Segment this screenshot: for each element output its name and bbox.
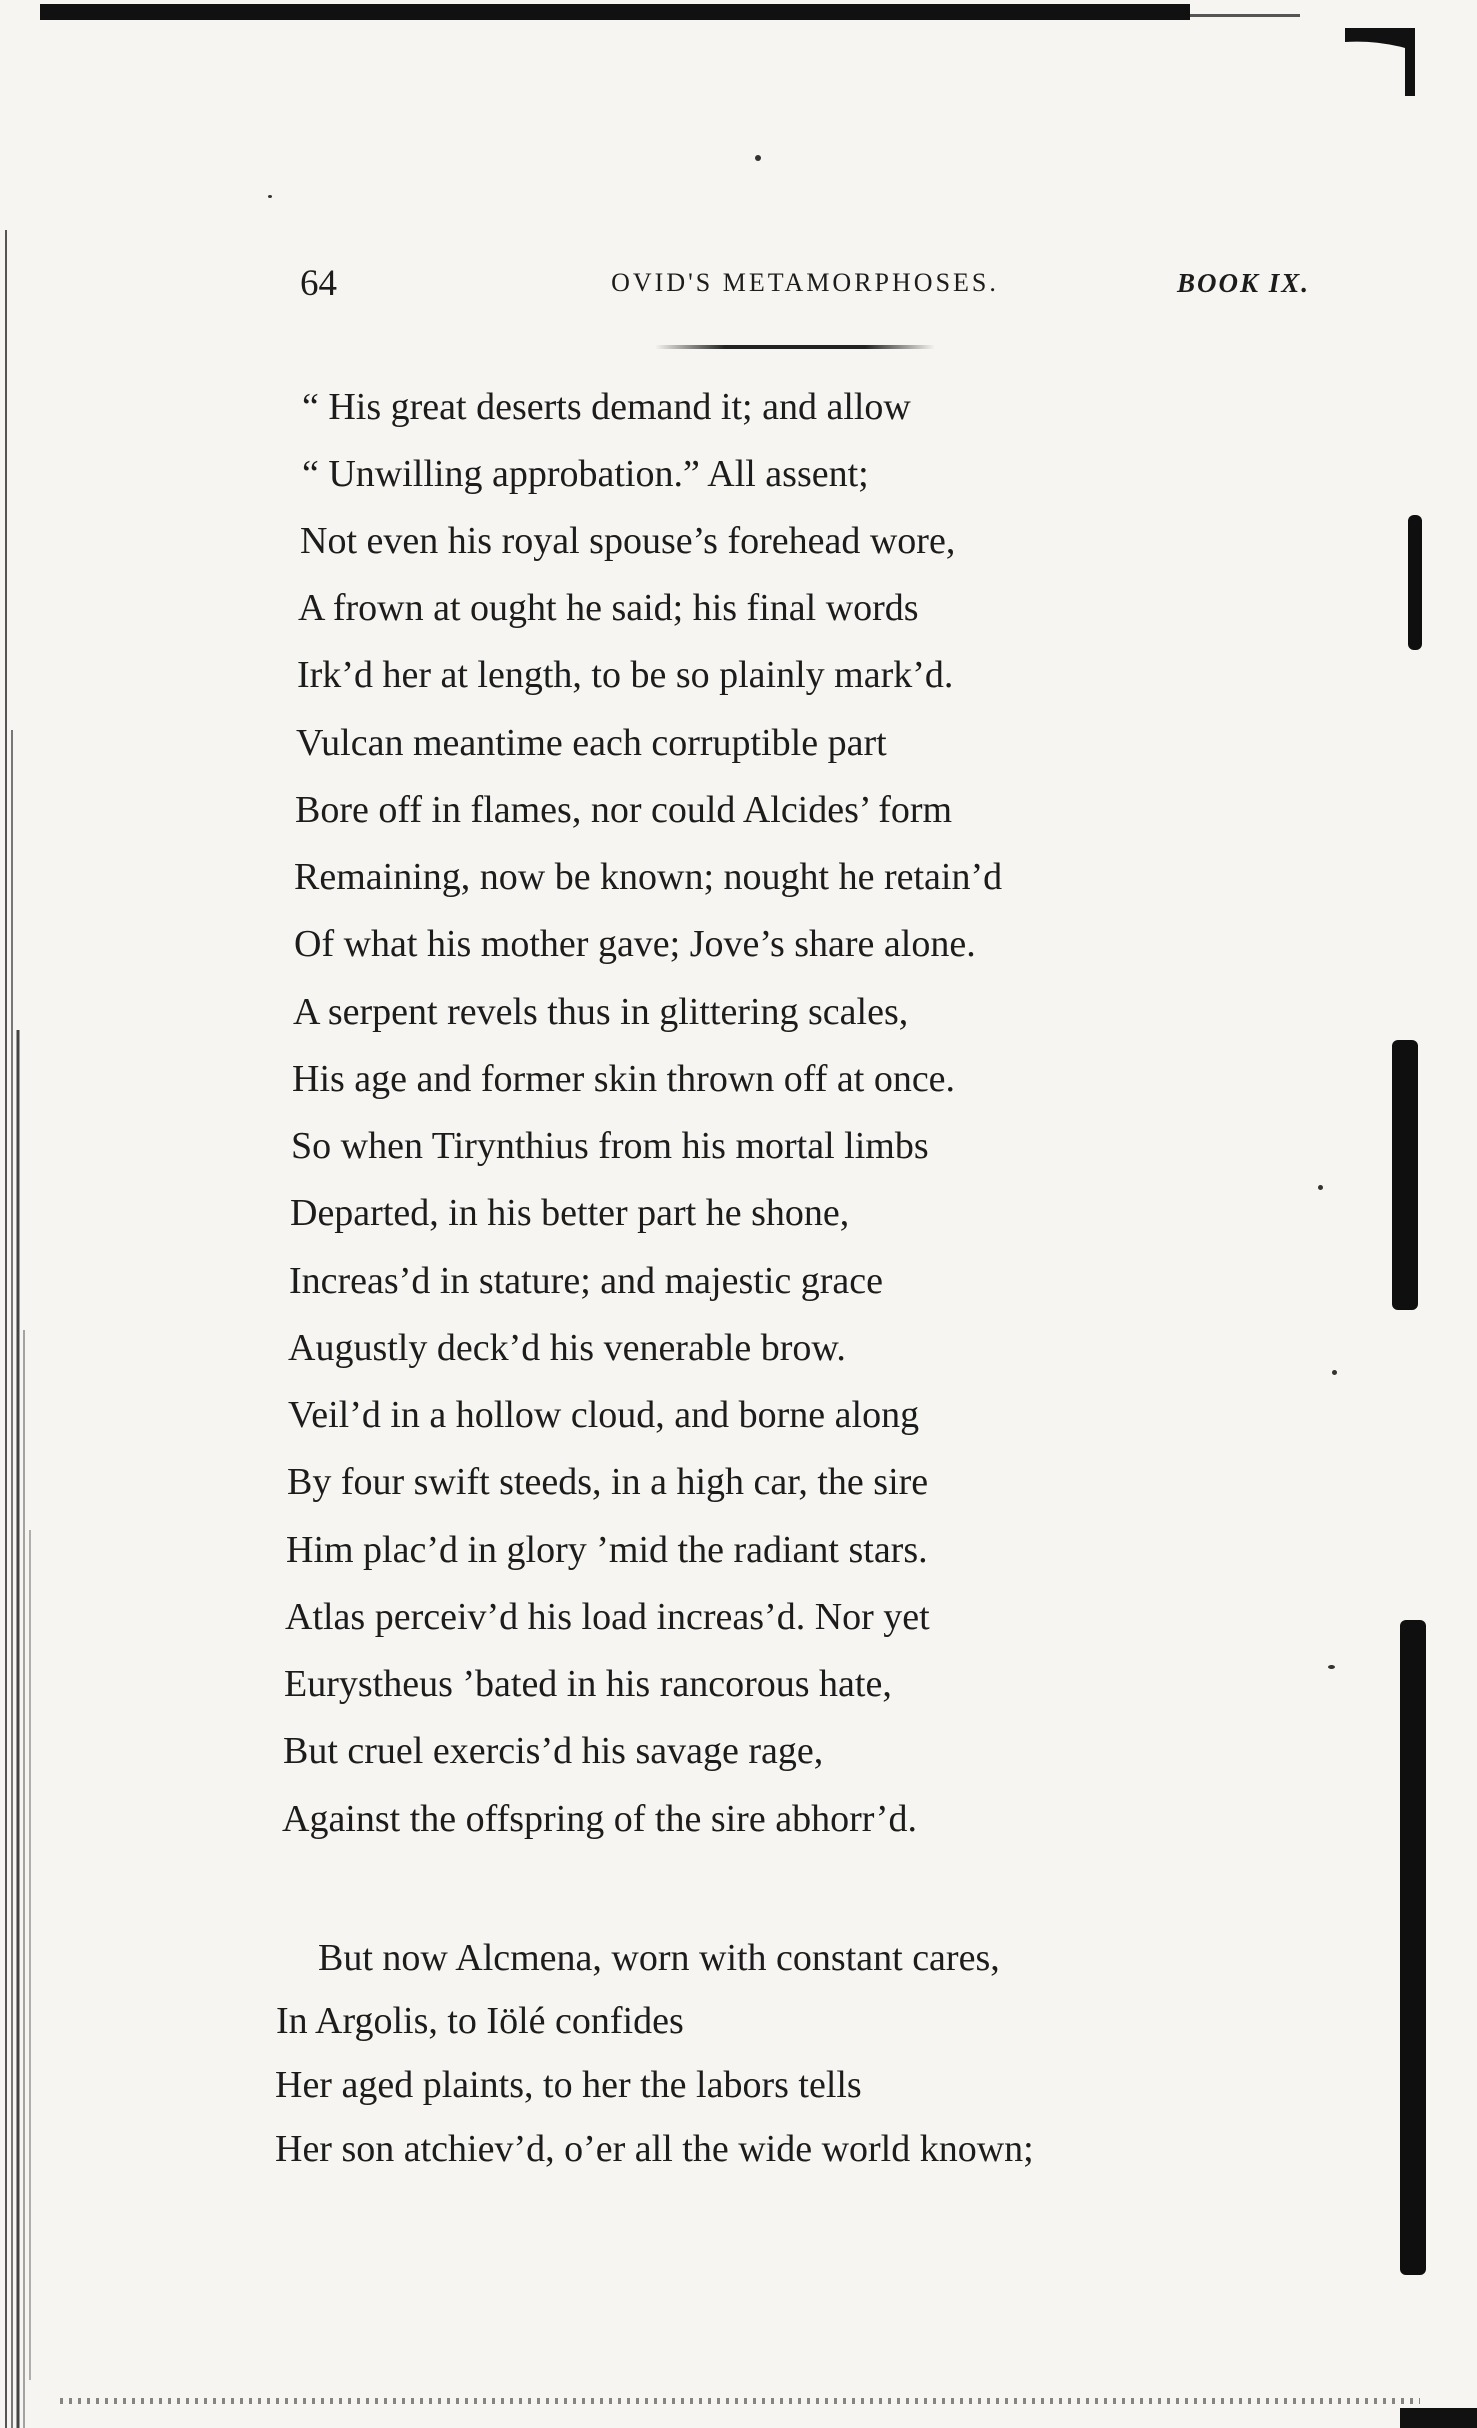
verse-line: Her aged plaints, to her the labors tells bbox=[275, 2064, 862, 2106]
verse-line: Him plac’d in glory ’mid the radiant stars. bbox=[286, 1529, 928, 1571]
scan-top-edge bbox=[40, 4, 1190, 20]
verse-line: A serpent revels thus in glittering scales, bbox=[293, 991, 909, 1033]
verse-line: Remaining, now be known; nought he retain’d bbox=[294, 856, 1003, 898]
verse-line: Atlas perceiv’d his load increas’d. Nor yet bbox=[285, 1596, 930, 1638]
verse-line: “ His great deserts demand it; and allow bbox=[302, 386, 911, 428]
verse-line: Her son atchiev’d, o’er all the wide world known; bbox=[275, 2128, 1034, 2170]
speck bbox=[1318, 1185, 1323, 1190]
scan-top-edge-tail bbox=[1190, 14, 1300, 17]
verse-line: A frown at ought he said; his final words bbox=[298, 587, 919, 629]
book-label: BOOK IX. bbox=[1176, 268, 1310, 298]
verse-line: Irk’d her at length, to be so plainly mark’d. bbox=[297, 654, 954, 696]
verse-line: By four swift steeds, in a high car, the sire bbox=[287, 1461, 929, 1503]
verse-line: His age and former skin thrown off at once. bbox=[292, 1058, 956, 1100]
page-number: 64 bbox=[300, 263, 337, 304]
verse-line: So when Tirynthius from his mortal limbs bbox=[291, 1125, 929, 1167]
speck bbox=[268, 195, 272, 198]
speck bbox=[1328, 1665, 1335, 1669]
running-title: OVID'S METAMORPHOSES. bbox=[611, 268, 999, 297]
verse-line: “ Unwilling approbation.” All assent; bbox=[302, 453, 869, 495]
scan-bottom-edge bbox=[60, 2398, 1420, 2404]
header-rule bbox=[655, 345, 935, 349]
verse-line: Eurystheus ’bated in his rancorous hate, bbox=[284, 1663, 892, 1705]
scan-bottom-corner bbox=[1400, 2408, 1477, 2428]
verse-line: Augustly deck’d his venerable brow. bbox=[288, 1327, 846, 1369]
verse-line: Increas’d in stature; and majestic grace bbox=[289, 1260, 883, 1302]
verse-line: In Argolis, to Iölé confides bbox=[276, 2000, 684, 2042]
verse-line: Against the offspring of the sire abhorr’d. bbox=[282, 1798, 917, 1840]
speck bbox=[1332, 1370, 1337, 1375]
speck bbox=[755, 155, 761, 161]
verse-line: But cruel exercis’d his savage rage, bbox=[283, 1730, 824, 1772]
margin-blot bbox=[1408, 515, 1422, 650]
verse-line: Not even his royal spouse’s forehead wore, bbox=[300, 520, 956, 562]
scan-left-edge bbox=[0, 230, 40, 2428]
margin-blot bbox=[1400, 1620, 1426, 2275]
running-header bbox=[300, 262, 1310, 312]
verse-line: Of what his mother gave; Jove’s share alone. bbox=[294, 923, 976, 965]
verse-line: But now Alcmena, worn with constant cares, bbox=[318, 1937, 1000, 1979]
verse-line: Veil’d in a hollow cloud, and borne along bbox=[288, 1394, 920, 1436]
margin-blot bbox=[1392, 1040, 1418, 1310]
verse-line: Vulcan meantime each corruptible part bbox=[296, 722, 887, 764]
corner-fold-mark bbox=[1345, 28, 1425, 96]
verse-line: Departed, in his better part he shone, bbox=[290, 1192, 850, 1234]
verse-line: Bore off in flames, nor could Alcides’ form bbox=[295, 789, 953, 831]
